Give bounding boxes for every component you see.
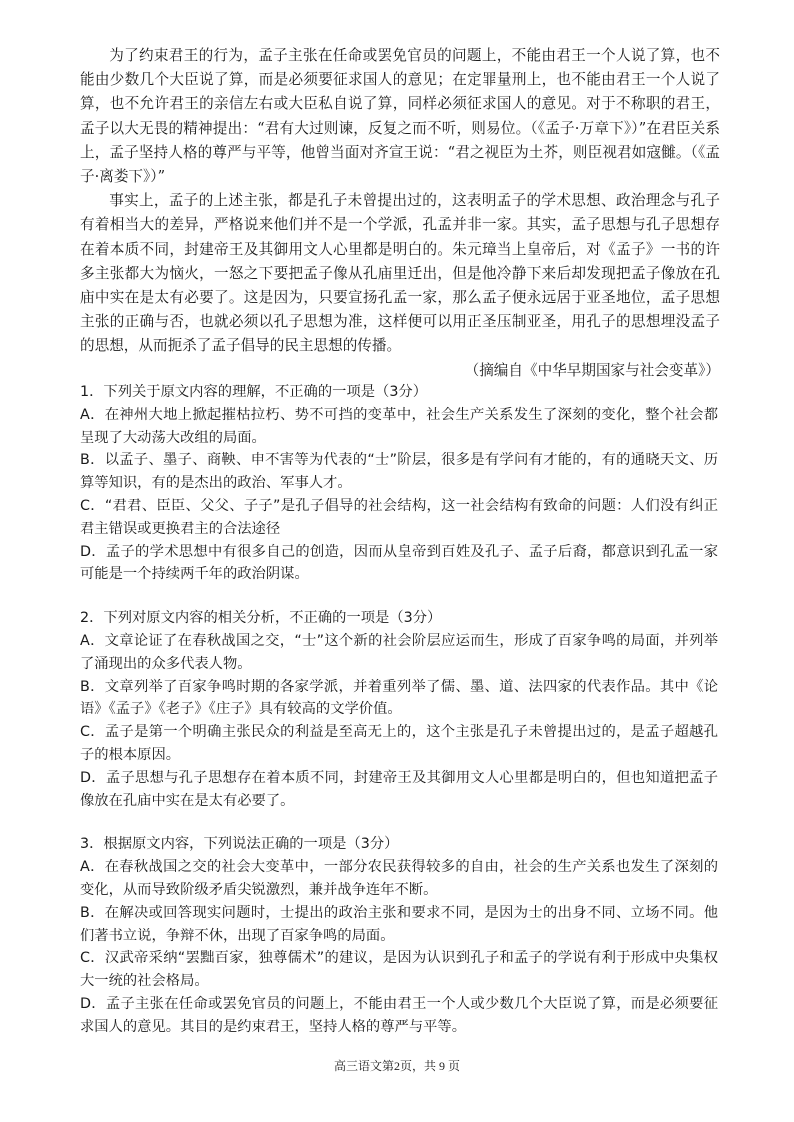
option-a: A．文章论证了在春秋战国之交，“士”这个新的社会阶层应运而生，形成了百家争鸣的局面，并列举了涌现出的众多代表人物。 [80,632,718,672]
question-3 [80,833,718,1038]
option-c: C．孟子是第一个明确主张民众的利益是至高无上的，这个主张是孔子未曾提出过的，是孟子超越孔子的根本原因。 [80,724,718,763]
option-c: C．“君君、臣臣、父父、子子”是孔子倡导的社会结构，这一社会结构有致命的问题：人们没有纠正君主错误或更换君主的合法途径 [80,497,718,537]
question-list [80,381,718,1060]
option-d: D．孟子的学术思想中有很多自己的创造，因而从皇帝到百姓及孔子、孟子后裔，都意识到孔孟一家可能是一个持续两千年的政治阴谋。 [80,543,718,583]
question-2 [80,607,718,812]
option-b: B．文章列举了百家争鸣时期的各家学派，并着重列举了儒、墨、道、法四家的代表作品。其中《论语》《孟子》《老子》《庄子》具有较高的文学价值。 [80,678,718,718]
passage-paragraph: 事实上，孟子的上述主张，都是孔子未曾提出过的，这表明孟子的学术思想、政治理念与孔子有着相当大的差异，严格说来他们并不是一个学派，孔孟并非一家。其实，孟子思想与孔子思想存在着本质不同，封建帝王及其御用文人心里都是明白的。朱元璋当上皇帝后，对《孟子》一书的许多主张都大为恼火，一怒之下要把孟子像从孔庙里迁出，但是他冷静下来后却发现把孟子像放在孔庙中实在是太有必要了。这是因为，只要宣扬孔孟一家，那么孟子便永远居于亚圣地位，孟子思想主张的正确与否，也就必须以孔子思想为准，这样便可以用正圣压制亚圣，用孔子的思想埋没孟子的思想，从而扼杀了孟子倡导的民主思想的传播。 [80,192,720,355]
option-b: B．以孟子、墨子、商鞅、申不害等为代表的“士”阶层，很多是有学问有才能的，有的通晓天文、历算等知识，有的是杰出的政治、军事人才。 [80,452,718,492]
passage-paragraph: 为了约束君王的行为，孟子主张在任命或罢免官员的问题上，不能由君王一个人说了算，也不能由少数几个大臣说了算，而是必须要征求国人的意见；在定罪量刑上，也不能由君王一个人说了算，也不允许君王的亲信左右或大臣私自说了算，同样必须征求国人的意见。对于不称职的君王，孟子以大无畏的精神提出：“君有大过则谏，反复之而不听，则易位。（《孟子·万章下》）”在君臣关系上，孟子坚持人格的尊严与平等，他曾当面对齐宣王说：“君之视臣为土芥，则臣视君如寇雠。（《孟子·离娄下》）” [80,47,720,186]
reading-passage [80,44,720,383]
question-1 [80,381,718,586]
option-a: A．在神州大地上掀起摧枯拉朽、势不可挡的变革中，社会生产关系发生了深刻的变化，整个社会都呈现了大动荡大改组的局面。 [80,406,718,446]
question-stem: 1．下列关于原文内容的理解，不正确的一项是（3分） [80,384,428,400]
option-d: D．孟子主张在任命或罢免官员的问题上，不能由君王一个人或少数几个大臣说了算，而是必须要征求国人的意见。其目的是约束君王，坚持人格的尊严与平等。 [80,995,718,1035]
option-b: B．在解决或回答现实问题时，士提出的政治主张和要求不同，是因为士的出身不同、立场不同。他们著书立说，争辩不休，出现了百家争鸣的局面。 [80,904,718,944]
question-stem: 3．根据原文内容，下列说法正确的一项是（3分） [80,836,399,853]
page-footer: 高三语文第2页，共 9 页 [333,1059,460,1073]
option-c: C．汉武帝采纳“罢黜百家，独尊儒术”的建议，是因为认识到孔子和孟子的学说有利于形成中央集权大一统的社会格局。 [80,950,718,990]
option-a: A．在春秋战国之交的社会大变革中，一部分农民获得较多的自由，社会的生产关系也发生了深刻的变化，从而导致阶级矛盾尖锐激烈，兼并战争连年不断。 [80,859,718,898]
passage-source: （摘编自《中华早期国家与社会变革》） [464,361,720,379]
option-d: D．孟子思想与孔子思想存在着本质不同，封建帝王及其御用文人心里都是明白的，但也知道把孟子像放在孔庙中实在是太有必要了。 [80,769,718,809]
question-stem: 2．下列对原文内容的相关分析，不正确的一项是（3分） [80,610,442,627]
